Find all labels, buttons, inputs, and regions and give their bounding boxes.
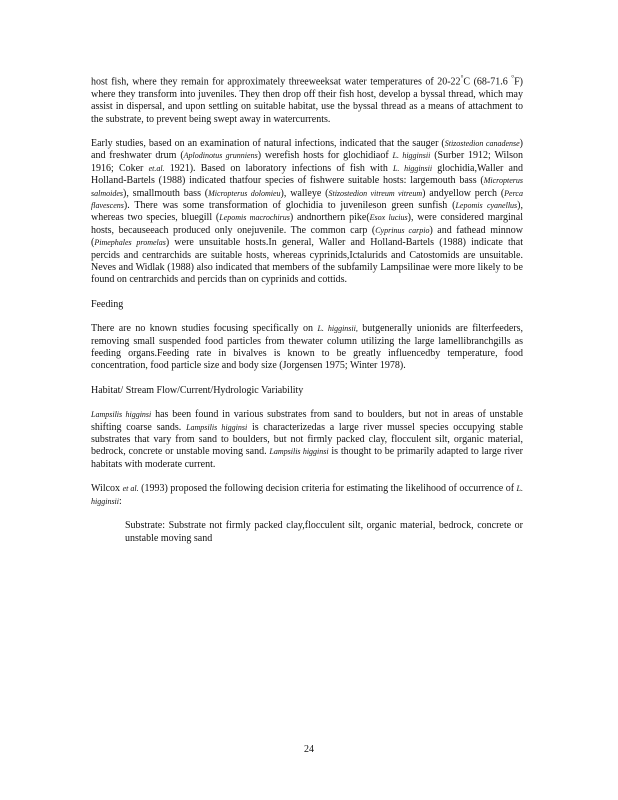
criteria-bullet-item [109, 520, 523, 545]
section-heading-feeding: Feeding [91, 298, 124, 310]
text-run: ), whereas two species, bluegill ( [91, 199, 523, 224]
text-run: ) andyellow perch ( [422, 187, 505, 199]
species-name: Lepomis cyanellus [455, 200, 518, 210]
text-run: (1993) proposed the following decision criteria for estimating the likelihood of occurrence of [138, 483, 517, 495]
degree-sign: ° [460, 74, 464, 82]
text-run: 1921). Based on laboratory infections of fish with [164, 162, 393, 174]
species-name: Esox lucius [369, 213, 408, 223]
text-run: ) and fathead minnow ( [91, 224, 523, 249]
text-run: There are no known studies focusing specifically on [91, 323, 318, 335]
bullet-text: Substrate: Substrate not firmly packed clay,flocculent silt, organic material, bedrock, concrete or unstable moving sand [125, 520, 523, 544]
citation-abbrev: et al. [122, 484, 139, 494]
text-run: ) were unsuitable hosts.In general, Waller and Holland-Bartels (1988) indicate that percids and centrarchids are suitable hosts, whereas cyprinids,Ictalurids and Catostomids are unsuitable. Neves and Widlak (1988) also indicated that members of the subfamily Lampsilinae were more likely to be found on centrarchids and percids than on cyprinids and cottids. [91, 237, 524, 286]
species-name: Lampsilis higginsi [186, 422, 248, 432]
species-name: Micropterus salmoides [91, 176, 523, 198]
text-run: ), smallmouth bass ( [123, 187, 209, 199]
species-name: Stizostedion vitreum vitreum [328, 188, 423, 198]
species-name: Micropterus dolomieu [208, 188, 281, 198]
species-name: Cyprinus carpio [375, 225, 430, 235]
text-run: has been found in various substrates from sand to boulders, but not in areas of unstable shifting coarse sands. [91, 409, 523, 433]
page-number: 24 [304, 744, 314, 755]
document-page [91, 72, 523, 545]
text-run: ) and freshwater drum ( [91, 137, 523, 162]
degree-sign: ° [511, 74, 515, 82]
bullet-mark [109, 520, 125, 545]
species-name: Aplodinotus grunniens [183, 151, 258, 161]
text-run: butgenerally unionids are filterfeeders, removing small suspended food particles from thewater column utilizing the large lamellibranchgills as feeding organs.Feeding rate in bivalves is known to be greatly influencedby temperature, food concentration, food particle size and body size (Jorgensen 1975; Winter 1978). [91, 323, 524, 372]
text-run: ), walleye ( [280, 187, 329, 199]
species-name: Lampsilis higginsi [269, 447, 329, 457]
section-heading-habitat: Habitat/ Stream Flow/Current/Hydrologic Variability [91, 384, 304, 396]
text-run: glochidia,Waller and Holland-Bartels (1988) indicated thatfour species of fishwere suitable hosts: largemouth bass ( [91, 162, 523, 187]
paragraph-habitat [91, 409, 523, 471]
citation-abbrev: et.al. [148, 163, 165, 173]
species-name: L. higginsii, [317, 324, 358, 334]
text-run: host fish, where they remain for approximately threeweeksat water temperatures of 20-22 [91, 76, 461, 88]
text-run: is thought to be primarily adapted to large river habitats with moderate current. [91, 446, 523, 470]
text-run: Early studies, based on an examination of natural infections, indicated that the sauger ( [91, 137, 445, 149]
paragraph-feeding [91, 323, 523, 373]
species-name: Perca flavescens [91, 188, 523, 210]
paragraph-early-studies [91, 138, 523, 287]
species-name: L. higginsii [392, 151, 431, 161]
text-run: C (68-71.6 [463, 76, 512, 88]
text-run: (Surber 1912; Wilson 1916; Coker [91, 150, 523, 174]
text-run: ) werefish hosts for glochidiaof [257, 150, 393, 162]
text-run: ). There was some transformation of glochidia to juvenileson green sunfish ( [123, 199, 456, 211]
species-name: L. higginsii [392, 163, 433, 173]
species-name: Pimephales promelas [94, 238, 166, 248]
text-run: ) andnorthern pike( [289, 212, 370, 224]
species-name: L. higginsii [91, 484, 523, 506]
species-name: Lepomis macrochirus [219, 213, 290, 223]
paragraph-wilcox [91, 483, 523, 508]
text-run: Wilcox [91, 483, 123, 495]
paragraph-host-fish [91, 72, 523, 126]
text-run: : [119, 495, 122, 507]
species-name: Lampsilis higginsi [91, 410, 152, 420]
text-run: is characterizedas a large river mussel species occupying stable substrates that vary from sand to boulders, but not firmly packed clay, flocculent silt, organic material, bedrock, concrete or unstable moving sand. [91, 421, 523, 458]
text-run: F) where they transform into juveniles. They then drop off their fish host, develop a byssal thread, which may assist in dispersal, and upon settling on suitable habitat, use the byssal thread as a means of attachment to the substrate, to prevent being swept away in watercurrents. [91, 76, 523, 125]
species-name: Stizostedion canadense [444, 138, 520, 148]
text-run: ), were considered marginal hosts, becauseeach produced only onejuvenile. The common carp ( [91, 212, 523, 236]
